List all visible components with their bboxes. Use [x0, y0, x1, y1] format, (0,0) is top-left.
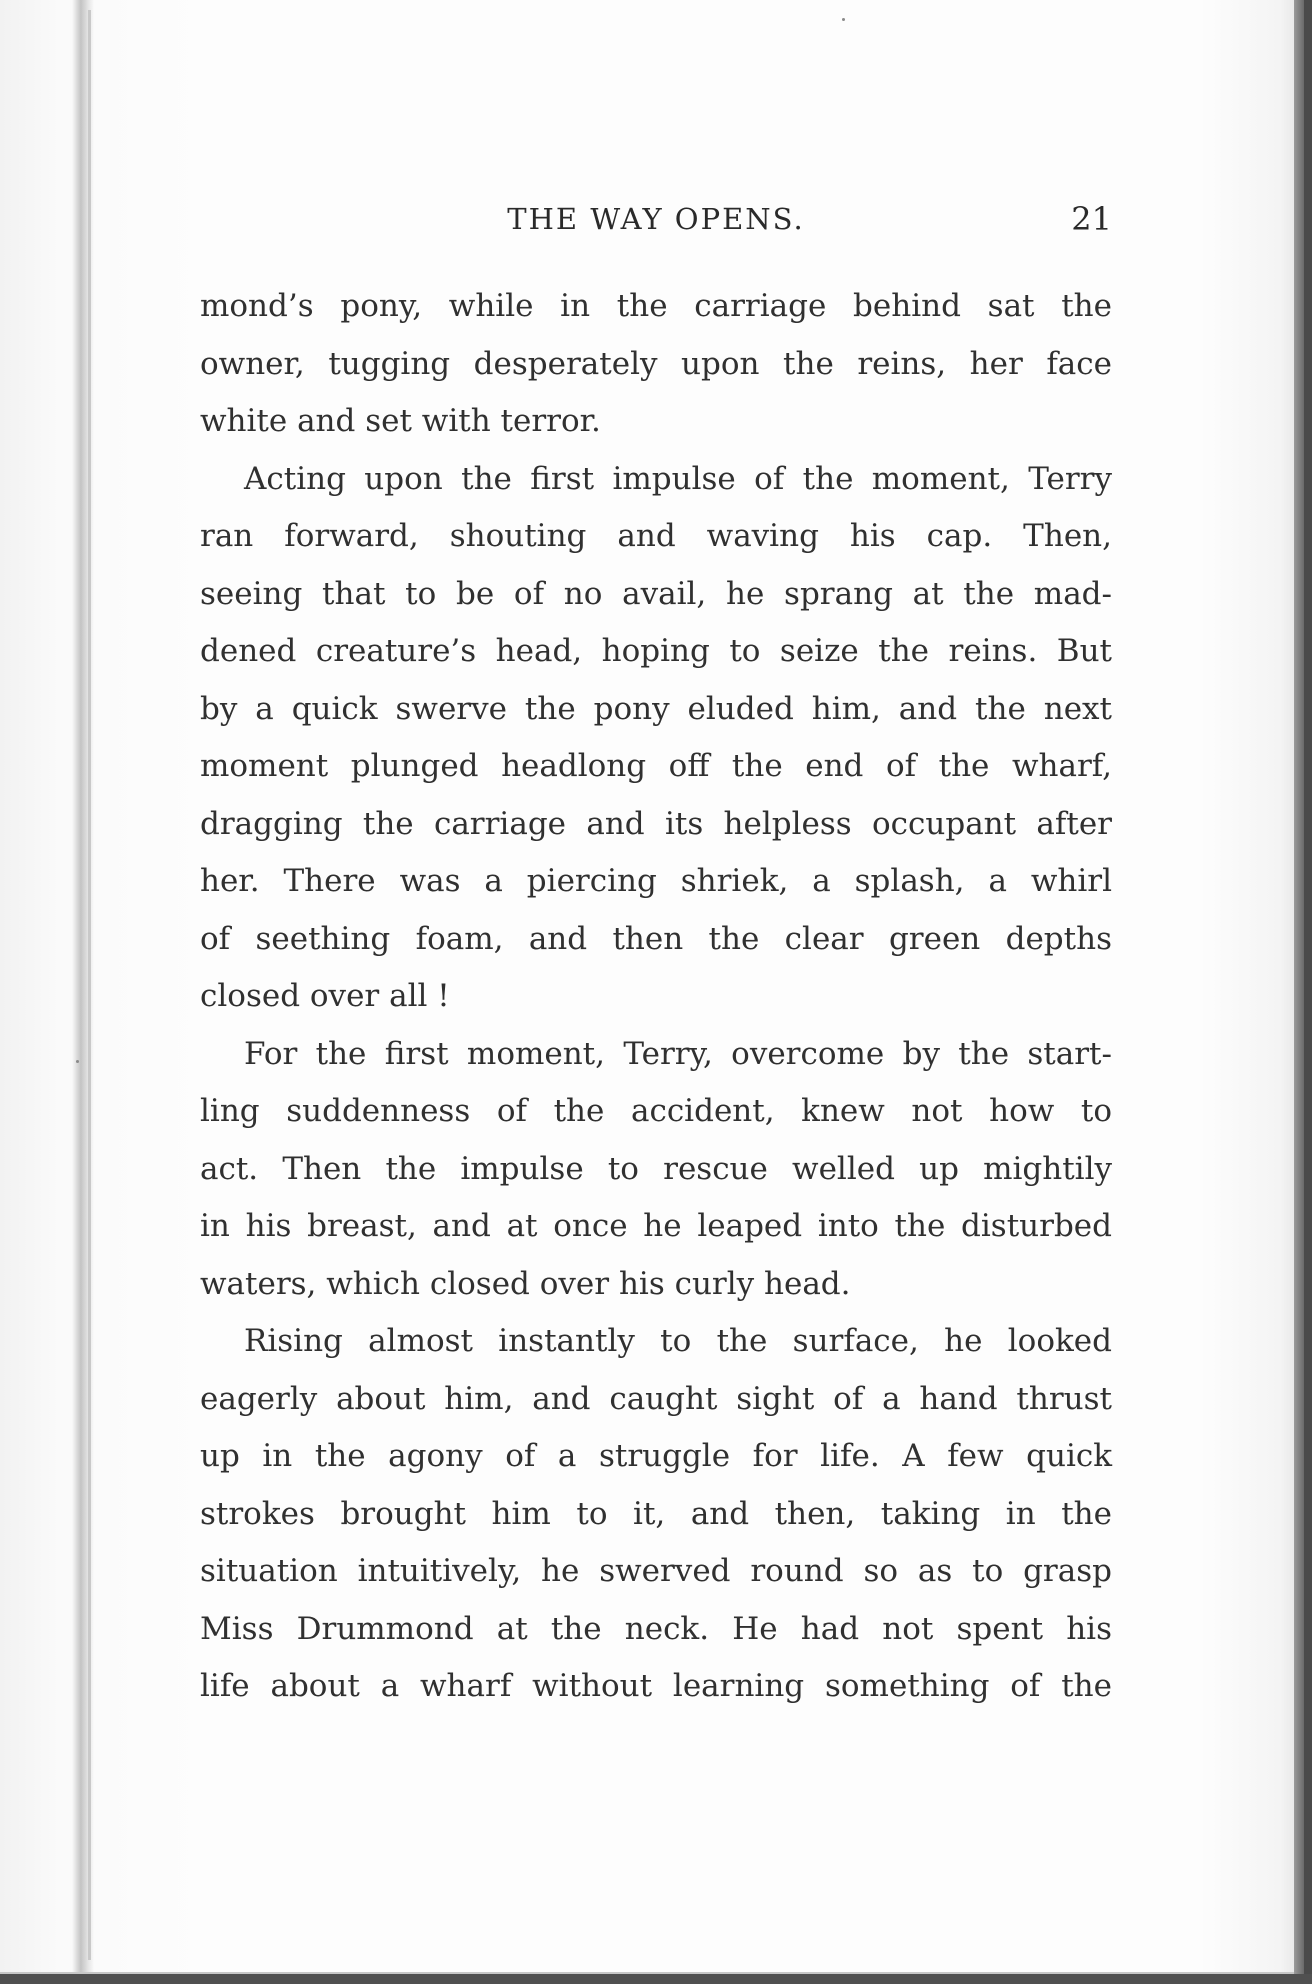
text-line: Acting upon the first impulse of the moment, Terry	[244, 460, 1112, 497]
text-line: eagerly about him, and caught sight of a hand thrust	[200, 1380, 1112, 1417]
text-line: ling suddenness of the accident, knew not how to	[200, 1093, 1112, 1129]
text-line: in his breast, and at once he leaped into the disturbed	[200, 1208, 1112, 1244]
page-number: 21	[1071, 200, 1112, 238]
text-line: up in the agony of a struggle for life. A few quick	[200, 1438, 1112, 1474]
text-line: strokes brought him to it, and then, taking in the	[200, 1495, 1112, 1532]
text-line: of seething foam, and then the clear green depths	[200, 920, 1112, 957]
text-line: ran forward, shouting and waving his cap. Then,	[200, 518, 1112, 554]
text-line: For the first moment, Terry, overcome by the start-	[244, 1035, 1112, 1072]
text-line: her. There was a piercing shriek, a splash, a whirl	[200, 863, 1112, 899]
text-line: moment plunged headlong off the end of the wharf,	[200, 748, 1112, 784]
text-line: Rising almost instantly to the surface, he looked	[244, 1323, 1112, 1359]
text-line: act. Then the impulse to rescue welled up mightily	[200, 1150, 1112, 1187]
page-edge-right	[1294, 0, 1304, 1984]
text-line: by a quick swerve the pony eluded him, and the next	[200, 690, 1112, 727]
text-line: dragging the carriage and its helpless occupant after	[200, 805, 1112, 842]
text-line: waters, which closed over his curly head.	[200, 1265, 851, 1302]
text-line: situation intuitively, he swerved round so as to grasp	[200, 1553, 1112, 1589]
binding-edge	[88, 10, 91, 1960]
scan-speck	[842, 18, 845, 21]
text-line: life about a wharf without learning something of the	[200, 1668, 1112, 1704]
text-line: closed over all !	[200, 978, 450, 1014]
text-line: seeing that to be of no avail, he sprang at the mad-	[200, 575, 1112, 612]
page-header	[200, 198, 1112, 248]
text-line: dened creature’s head, hoping to seize the reins. But	[200, 633, 1112, 669]
text-line: mond’s pony, while in the carriage behind sat the	[200, 288, 1112, 324]
scan-speck	[76, 1060, 79, 1063]
text-line: owner, tugging desperately upon the reins, her face	[200, 345, 1112, 382]
text-line: Miss Drummond at the neck. He had not spent his	[200, 1610, 1112, 1647]
page-edge-bottom	[0, 1974, 1312, 1984]
running-title: THE WAY OPENS.	[507, 202, 805, 236]
body-text	[200, 278, 1112, 1716]
text-line: white and set with terror.	[200, 403, 601, 439]
